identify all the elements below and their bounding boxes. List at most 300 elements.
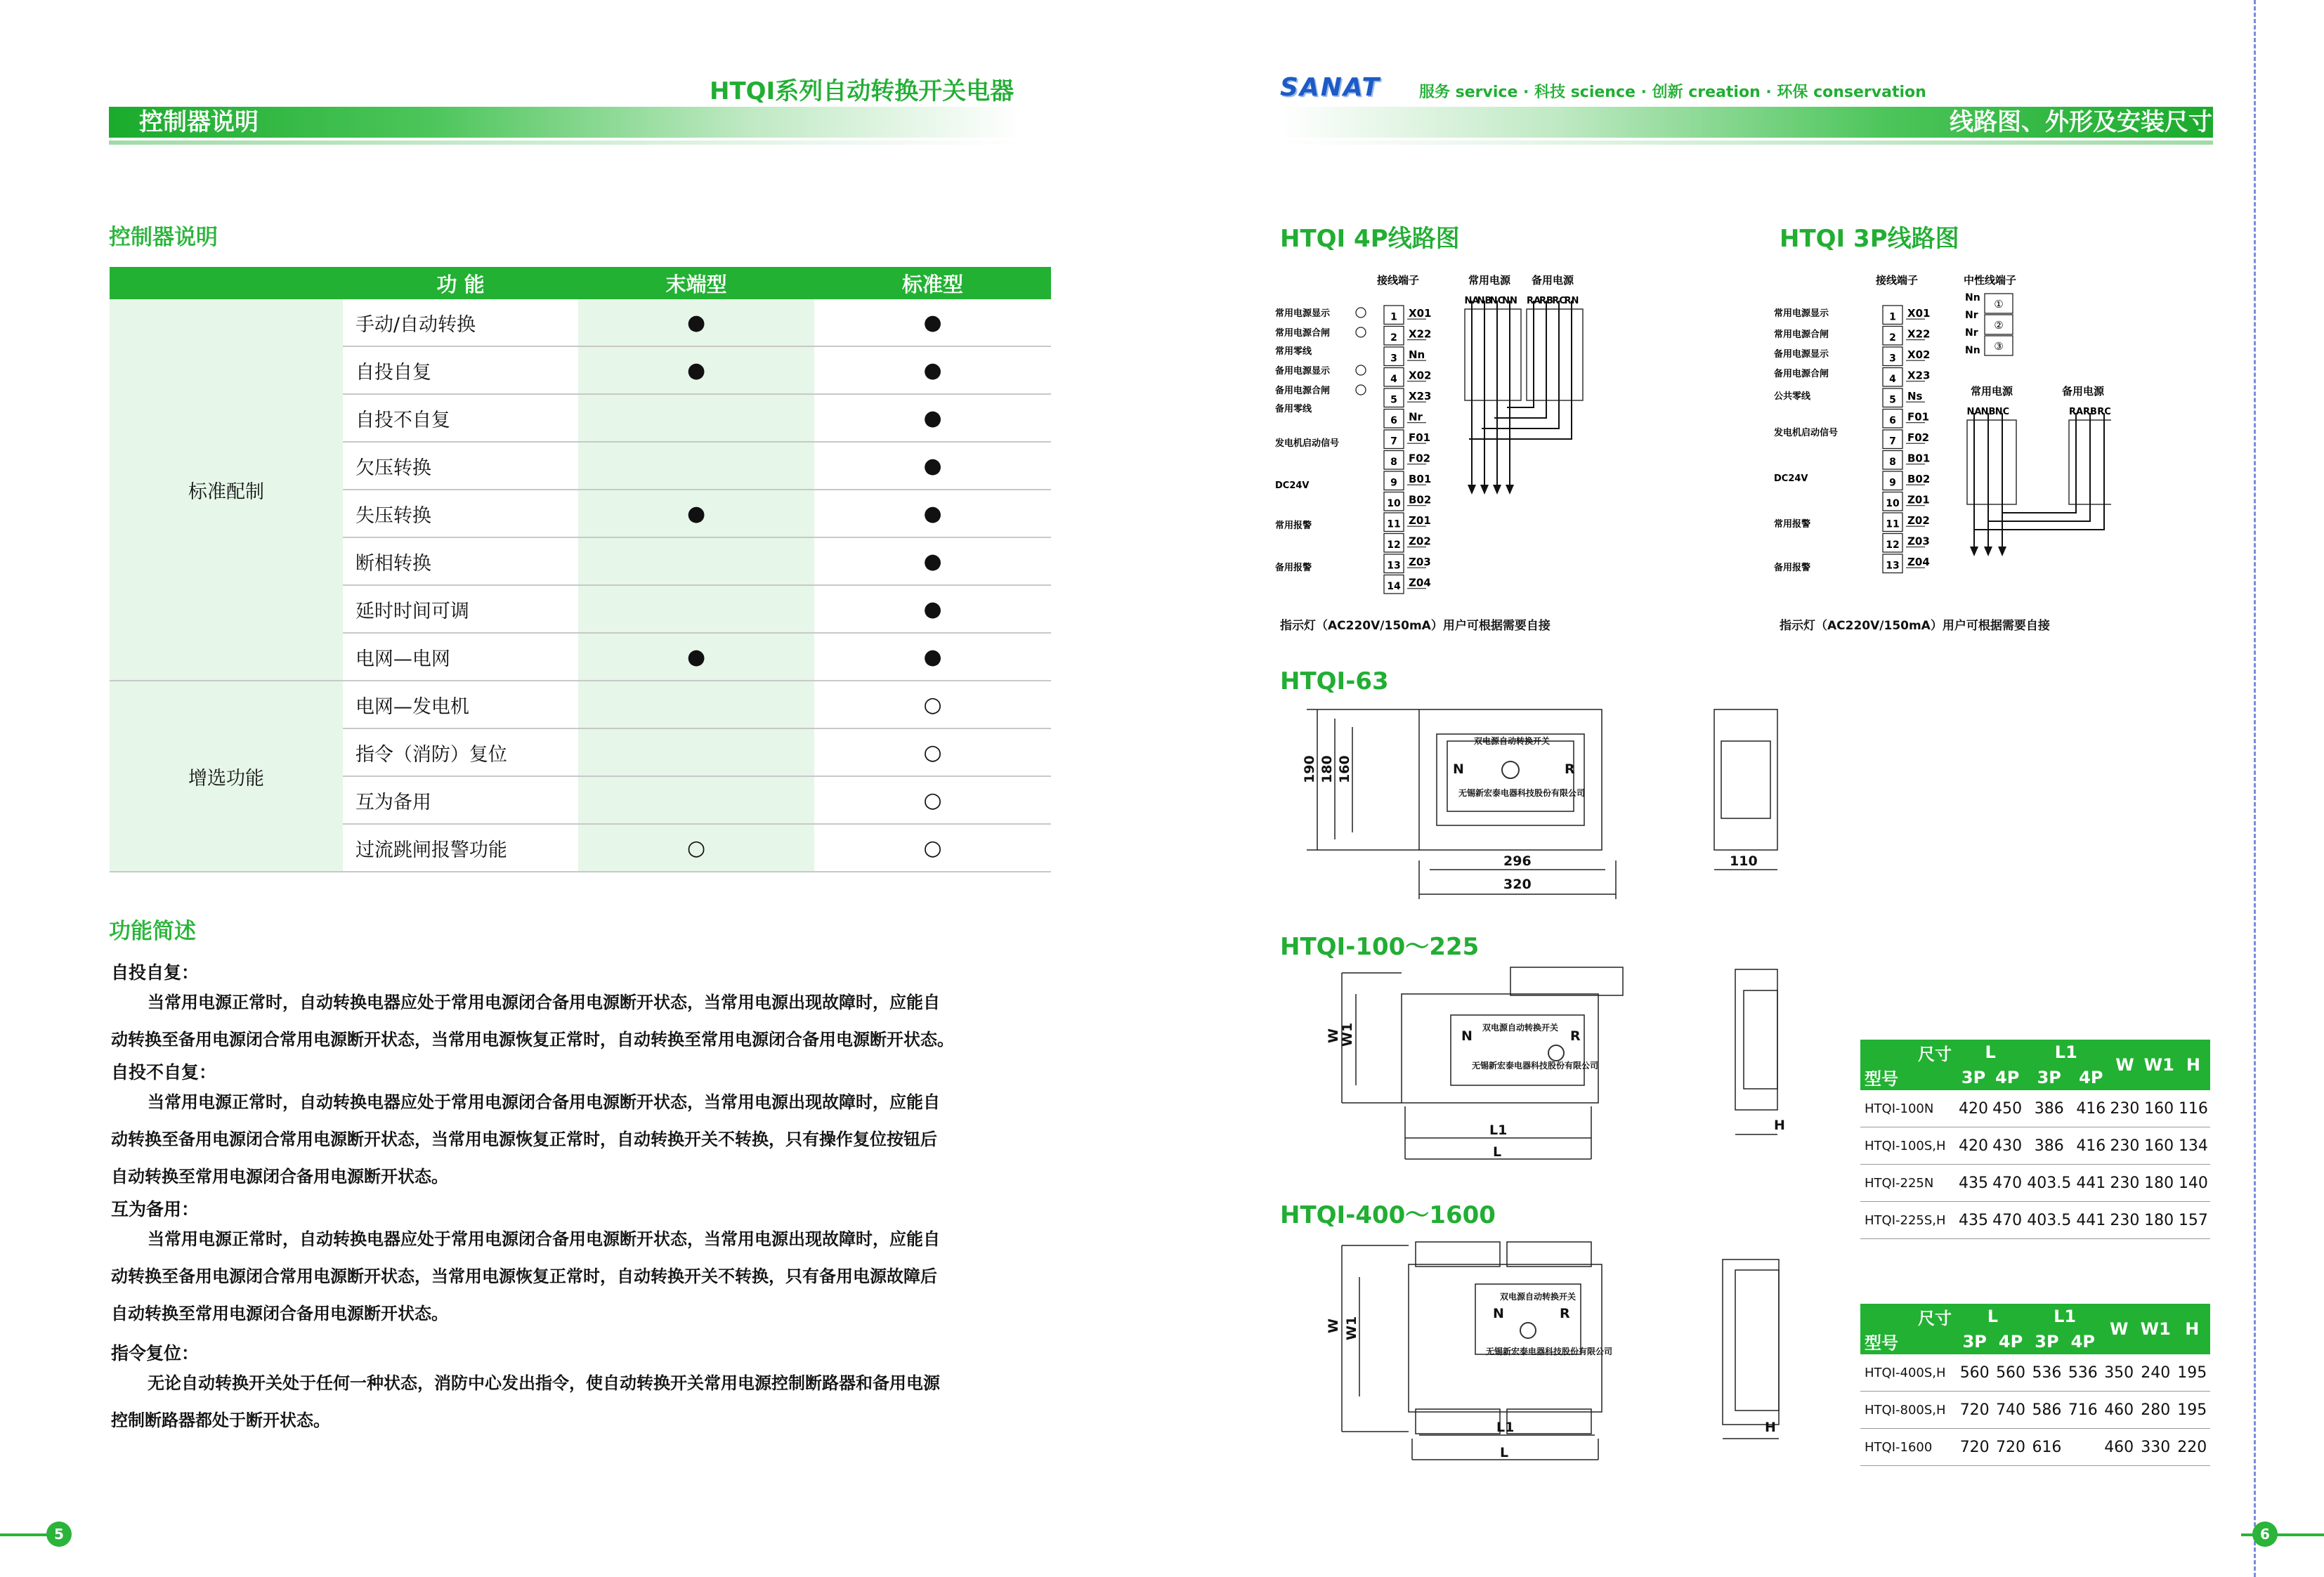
- htq400-outline: [1321, 1228, 1827, 1474]
- terminal-code: Z03: [1907, 535, 1930, 548]
- value-cell: 230: [2108, 1202, 2141, 1239]
- right-header-label: 线路图、外形及安装尺寸: [1950, 108, 2212, 136]
- end-type-mark: [578, 442, 814, 490]
- func-line: 动转换至备用电源闭合常用电源断开状态，当常用电源恢复正常时，自动转换开关不转换，只有备用电源故障后: [111, 1267, 937, 1286]
- l1-header: L1: [2029, 1304, 2101, 1329]
- end-type-mark: [578, 394, 814, 442]
- pole-label: RC: [2097, 407, 2111, 417]
- model-header: 型号: [1865, 1333, 1898, 1353]
- header-end-type: 末端型: [578, 267, 814, 299]
- w1-header: W1: [2137, 1304, 2174, 1354]
- value-cell: 441: [2074, 1202, 2108, 1239]
- device-company: 无锡新宏泰电器科技股份有限公司: [1458, 788, 1586, 798]
- func-line: 自动转换至常用电源闭合备用电源断开状态。: [111, 1304, 448, 1323]
- htq63-title: HTQⅠ-63: [1280, 667, 1389, 695]
- end-type-mark: ●: [578, 299, 814, 346]
- terminal-number: 12: [1387, 539, 1401, 551]
- value-cell: 157: [2176, 1202, 2210, 1239]
- function-name: 自投自复: [343, 346, 578, 394]
- value-cell: 195: [2174, 1392, 2210, 1429]
- device-label: 双电源自动转换开关: [1474, 736, 1551, 746]
- p4-header: 4P: [1990, 1065, 2024, 1090]
- side-label: 发电机启动信号: [1774, 428, 1839, 438]
- group-cell: [110, 299, 343, 681]
- dim-w1: W1: [1340, 1022, 1355, 1047]
- group-cell: [110, 681, 343, 872]
- dim-110: 110: [1730, 853, 1758, 869]
- end-type-mark: [578, 776, 814, 824]
- terminal-number: 7: [1889, 436, 1896, 447]
- func-head: 指令复位：: [111, 1343, 200, 1363]
- table-row: [1860, 1392, 2210, 1429]
- wiring-diagram-4p: [1275, 267, 1612, 597]
- value-cell: 330: [2137, 1429, 2174, 1466]
- terminal-number: 2: [1889, 332, 1896, 344]
- p4-header: 4P: [1992, 1329, 2028, 1354]
- group-label: 增选功能: [188, 767, 264, 790]
- neutral-mark: ①: [1994, 298, 2004, 310]
- standard-type-mark: ●: [814, 537, 1051, 585]
- device-label: 双电源自动转换开关: [1500, 1292, 1576, 1302]
- left-header-underline: [109, 140, 1022, 145]
- right-header-underline: [1279, 140, 2213, 145]
- indicator-lamp-icon: [1356, 385, 1366, 395]
- side-label: 发电机启动信号: [1275, 438, 1340, 449]
- w1-header: W1: [2141, 1040, 2176, 1090]
- terminal-number: 12: [1886, 539, 1900, 551]
- p4-header: 4P: [2074, 1065, 2108, 1090]
- value-cell: 616: [2029, 1429, 2065, 1466]
- neutral-code: Nn: [1965, 292, 1980, 303]
- p3-header: 3P: [2029, 1329, 2065, 1354]
- function-name: 互为备用: [343, 776, 578, 824]
- side-label: 常用报警: [1774, 519, 1811, 530]
- terminal-code: X23: [1409, 390, 1432, 403]
- terminal-number: 3: [1889, 353, 1896, 365]
- terminal-code: B01: [1409, 473, 1432, 486]
- end-type-mark: ●: [578, 490, 814, 537]
- brand-slogan: 服务 service · 科技 science · 创新 creation · 环保 conservation: [1419, 84, 1926, 101]
- l1-header: L1: [2024, 1040, 2108, 1065]
- group-label: 标准配制: [188, 480, 264, 503]
- dim-160: 160: [1337, 755, 1352, 783]
- indicator-lamp-icon: [1356, 327, 1366, 337]
- terminal-number: 9: [1390, 477, 1397, 489]
- dim-l: L: [1500, 1445, 1509, 1460]
- normal-power-label: 常用电源: [1468, 274, 1511, 287]
- function-name: 指令（消防）复位: [343, 728, 578, 776]
- value-cell: 280: [2137, 1392, 2174, 1429]
- standard-type-mark: ○: [814, 824, 1051, 872]
- htq400-title: HTQⅠ-400～1600: [1280, 1201, 1496, 1229]
- pole-label: NN: [1502, 296, 1517, 306]
- terminal-number: 1: [1889, 311, 1896, 323]
- func-line: 无论自动转换开关处于任何一种状态，消防中心发出指令，使自动转换开关常用电源控制断路器和备用电源: [148, 1373, 940, 1393]
- terminal-number: 6: [1889, 415, 1896, 427]
- neutral-terminal: [1965, 292, 2013, 356]
- pole-label: NC: [1995, 407, 2010, 417]
- dim-h: H: [1765, 1420, 1776, 1435]
- value-cell: 560: [1992, 1354, 2028, 1392]
- terminal-block: [1384, 306, 1431, 594]
- function-name: 欠压转换: [343, 442, 578, 490]
- dim-190: 190: [1302, 755, 1317, 783]
- value-cell: 160: [2141, 1127, 2176, 1165]
- side-label: 备用报警: [1275, 563, 1312, 573]
- function-name: 延时时间可调: [343, 585, 578, 633]
- value-cell: 560: [1957, 1354, 1992, 1392]
- backup-power-label: 备用电源: [1532, 274, 1574, 287]
- table-row: [110, 681, 1051, 728]
- value-cell: 536: [2029, 1354, 2065, 1392]
- side-label: 常用零线: [1275, 346, 1312, 357]
- p3-header: 3P: [1957, 1065, 1990, 1090]
- l-header: L: [1957, 1304, 2029, 1329]
- pole-label: NB: [1477, 296, 1492, 306]
- note-3p: 指示灯（AC220V/150mA）用户可根据需要自接: [1780, 619, 2050, 633]
- value-cell: 716: [2065, 1392, 2101, 1429]
- value-cell: 720: [1992, 1429, 2028, 1466]
- controller-section-title: 控制器说明: [109, 225, 218, 250]
- pole-label: RC: [1552, 296, 1566, 306]
- standard-type-mark: ●: [814, 394, 1051, 442]
- device-company: 无锡新宏泰电器科技股份有限公司: [1486, 1347, 1613, 1356]
- htq63-outline: [1293, 699, 1813, 910]
- terminal-number: 14: [1387, 581, 1401, 593]
- terminal-number: 2: [1390, 332, 1397, 344]
- value-cell: 470: [1990, 1165, 2024, 1202]
- pole-label: RB: [2083, 407, 2097, 417]
- value-cell: 460: [2101, 1429, 2137, 1466]
- w-header: W: [2101, 1304, 2137, 1354]
- pole-label: NA: [1464, 296, 1480, 306]
- pole-label: RA: [1526, 296, 1541, 306]
- value-cell: 220: [2174, 1429, 2210, 1466]
- terminal-number: 6: [1390, 415, 1397, 427]
- terminal-code: B02: [1409, 493, 1432, 506]
- value-cell: 420: [1957, 1090, 1990, 1127]
- end-type-mark: [578, 681, 814, 728]
- value-cell: 720: [1957, 1392, 1992, 1429]
- brand-logo: SANAT: [1280, 73, 1380, 102]
- terminal-code: Nr: [1409, 410, 1423, 424]
- size-model-header: [1860, 1304, 1957, 1354]
- mark-n: N: [1461, 1028, 1473, 1044]
- terminal-number: 9: [1889, 477, 1896, 489]
- terminal-code: Nn: [1409, 348, 1425, 362]
- model-cell: HTQⅠ-800S,H: [1860, 1392, 1957, 1429]
- terminal-label: 接线端子: [1377, 274, 1420, 287]
- header-empty: [110, 267, 343, 299]
- terminal-number: 1: [1390, 311, 1397, 323]
- model-cell: HTQⅠ-225S,H: [1860, 1202, 1957, 1239]
- p4-header: 4P: [2065, 1329, 2101, 1354]
- trim-line: [2254, 0, 2256, 1577]
- dim-w1: W1: [1344, 1316, 1359, 1340]
- function-summary-title: 功能简述: [109, 919, 196, 944]
- side-labels: [1275, 308, 1366, 573]
- neutral-code: Nr: [1965, 327, 1978, 339]
- dimension-table-100: [1860, 1040, 2210, 1239]
- table-row: [1860, 1429, 2210, 1466]
- terminal-code: Z04: [1907, 556, 1930, 569]
- dim-h: H: [1774, 1118, 1785, 1133]
- value-cell: 180: [2141, 1202, 2176, 1239]
- terminal-number: 4: [1390, 374, 1397, 386]
- htq100-outline: [1321, 959, 1827, 1173]
- pole-label: NB: [1980, 407, 1996, 417]
- table-row: [110, 299, 1051, 346]
- value-cell: 586: [2029, 1392, 2065, 1429]
- model-cell: HTQⅠ-225N: [1860, 1165, 1957, 1202]
- value-cell: 230: [2108, 1127, 2141, 1165]
- indicator-lamp-icon: [1356, 365, 1366, 375]
- terminal-block: [1883, 306, 1930, 573]
- terminal-number: 5: [1390, 394, 1397, 406]
- table-row: [1860, 1090, 2210, 1127]
- p3-header: 3P: [2024, 1065, 2074, 1090]
- diagram-3p-title: HTQⅠ 3P线路图: [1780, 225, 1959, 253]
- h-header: H: [2174, 1304, 2210, 1354]
- right-page-number: 6: [2252, 1522, 2278, 1547]
- side-label: 常用报警: [1275, 521, 1312, 531]
- dim-l: L: [1493, 1144, 1502, 1160]
- mark-r: R: [1560, 1306, 1570, 1321]
- l-header: L: [1957, 1040, 2024, 1065]
- value-cell: 435: [1957, 1165, 1990, 1202]
- function-name: 自投不自复: [343, 394, 578, 442]
- side-label: DC24V: [1275, 480, 1310, 491]
- terminal-code: B01: [1907, 452, 1931, 465]
- terminal-number: 7: [1390, 436, 1397, 447]
- value-cell: 460: [2101, 1392, 2137, 1429]
- left-header-label: 控制器说明: [139, 108, 259, 136]
- end-type-mark: [578, 728, 814, 776]
- function-summary: [111, 955, 1066, 1439]
- value-cell: 441: [2074, 1165, 2108, 1202]
- value-cell: 435: [1957, 1202, 1990, 1239]
- terminal-number: 8: [1889, 457, 1896, 469]
- model-header: 型号: [1865, 1069, 1898, 1089]
- side-label: DC24V: [1774, 473, 1808, 484]
- table-row: [1860, 1127, 2210, 1165]
- header-standard-type: 标准型: [814, 267, 1051, 299]
- end-type-mark: ○: [578, 824, 814, 872]
- dim-w: W: [1326, 1318, 1341, 1333]
- value-cell: 160: [2141, 1090, 2176, 1127]
- value-cell: 195: [2174, 1354, 2210, 1392]
- function-name: 电网—电网: [343, 633, 578, 681]
- side-label: 备用电源显示: [1774, 349, 1829, 360]
- device-company: 无锡新宏泰电器科技股份有限公司: [1472, 1061, 1599, 1071]
- value-cell: 403.5: [2024, 1202, 2074, 1239]
- end-type-mark: [578, 537, 814, 585]
- terminal-code: X02: [1907, 348, 1931, 362]
- terminal-number: 13: [1886, 560, 1900, 572]
- neutral-code: Nn: [1965, 345, 1980, 356]
- end-type-mark: ●: [578, 346, 814, 394]
- terminal-code: X01: [1907, 307, 1931, 320]
- func-line: 自动转换至常用电源闭合备用电源断开状态。: [111, 1167, 448, 1186]
- value-cell: 720: [1957, 1429, 1992, 1466]
- w-header: W: [2108, 1040, 2141, 1090]
- value-cell: 116: [2176, 1090, 2210, 1127]
- size-header: 尺寸: [1918, 1045, 1952, 1064]
- mark-n: N: [1493, 1306, 1504, 1321]
- terminal-code: X01: [1409, 307, 1432, 320]
- pole-label: RB: [1539, 296, 1553, 306]
- value-cell: 230: [2108, 1090, 2141, 1127]
- indicator-lamp-icon: [1356, 308, 1366, 318]
- standard-type-mark: ●: [814, 299, 1051, 346]
- function-name: 失压转换: [343, 490, 578, 537]
- neutral-mark: ②: [1994, 319, 2004, 332]
- terminal-code: F02: [1907, 431, 1930, 445]
- terminal-number: 11: [1886, 518, 1900, 530]
- standard-type-mark: ●: [814, 346, 1051, 394]
- func-head: 自投自复：: [111, 962, 200, 983]
- terminal-number: 13: [1387, 560, 1401, 572]
- neutral-terminal-label: 中性线端子: [1964, 274, 2017, 287]
- model-cell: HTQⅠ-100S,H: [1860, 1127, 1957, 1165]
- header-function: 功 能: [343, 267, 578, 299]
- dim-296: 296: [1503, 853, 1532, 869]
- value-cell: 740: [1992, 1392, 2028, 1429]
- pole-label: RA: [2068, 407, 2084, 417]
- terminal-code: Z01: [1907, 493, 1930, 506]
- p3-header: 3P: [1957, 1329, 1992, 1354]
- value-cell: 420: [1957, 1127, 1990, 1165]
- terminal-number: 5: [1889, 394, 1896, 406]
- dim-l1: L1: [1489, 1123, 1508, 1138]
- standard-type-mark: ●: [814, 585, 1051, 633]
- terminal-code: Z02: [1907, 514, 1930, 528]
- terminal-code: F01: [1907, 410, 1930, 424]
- device-label: 双电源自动转换开关: [1482, 1023, 1559, 1033]
- terminal-code: X02: [1409, 369, 1432, 382]
- series-title: HTQI系列自动转换开关电器: [710, 77, 1014, 105]
- terminal-number: 8: [1390, 457, 1397, 469]
- mark-r: R: [1565, 761, 1575, 777]
- standard-type-mark: ○: [814, 681, 1051, 728]
- table-row: [1860, 1165, 2210, 1202]
- normal-power-label: 常用电源: [1971, 385, 2013, 398]
- value-cell: 386: [2024, 1090, 2074, 1127]
- func-head: 自投不自复：: [111, 1062, 217, 1082]
- standard-type-mark: ●: [814, 633, 1051, 681]
- side-label: 常用电源显示: [1275, 308, 1331, 319]
- dimension-table-400: [1860, 1304, 2210, 1466]
- model-cell: HTQⅠ-100N: [1860, 1090, 1957, 1127]
- standard-type-mark: ○: [814, 776, 1051, 824]
- note-4p: 指示灯（AC220V/150mA）用户可根据需要自接: [1280, 619, 1551, 633]
- size-header: 尺寸: [1918, 1309, 1952, 1328]
- value-cell: 403.5: [2024, 1165, 2074, 1202]
- value-cell: 536: [2065, 1354, 2101, 1392]
- func-line: 控制断路器都处于断开状态。: [111, 1411, 330, 1430]
- htq100-title: HTQⅠ-100～225: [1280, 933, 1480, 961]
- terminal-number: 3: [1390, 353, 1397, 365]
- model-cell: HTQⅠ-1600: [1860, 1429, 1957, 1466]
- func-line: 动转换至备用电源闭合常用电源断开状态，当常用电源恢复正常时，自动转换至常用电源闭合备用电源断开状态。: [111, 1030, 954, 1049]
- function-name: 过流跳闸报警功能: [343, 824, 578, 872]
- standard-type-mark: ●: [814, 490, 1051, 537]
- value-cell: 140: [2176, 1165, 2210, 1202]
- function-name: 电网—发电机: [343, 681, 578, 728]
- terminal-code: X22: [1409, 327, 1432, 341]
- controller-table: [110, 267, 1051, 872]
- dim-180: 180: [1319, 755, 1335, 783]
- pole-label: RN: [1564, 296, 1579, 306]
- mark-n: N: [1453, 761, 1464, 777]
- side-labels: [1774, 308, 1838, 573]
- pole-label: NC: [1489, 296, 1505, 306]
- value-cell: 240: [2137, 1354, 2174, 1392]
- terminal-code: Z01: [1409, 514, 1431, 528]
- value-cell: 416: [2074, 1090, 2108, 1127]
- table-row: [1860, 1202, 2210, 1239]
- terminal-code: Ns: [1907, 390, 1923, 403]
- func-line: 当常用电源正常时，自动转换电器应处于常用电源闭合备用电源断开状态，当常用电源出现故障时，应能自: [148, 993, 940, 1012]
- value-cell: 450: [1990, 1090, 2024, 1127]
- func-line: 动转换至备用电源闭合常用电源断开状态，当常用电源恢复正常时，自动转换开关不转换，只有操作复位按钮后: [111, 1130, 937, 1149]
- side-label: 常用电源合闸: [1774, 329, 1829, 340]
- dim-320: 320: [1503, 877, 1532, 892]
- dim-w: W: [1326, 1028, 1341, 1043]
- terminal-code: F01: [1409, 431, 1431, 445]
- side-label: 备用电源合闸: [1275, 386, 1331, 396]
- side-label: 公共零线: [1774, 391, 1811, 402]
- standard-type-mark: ○: [814, 728, 1051, 776]
- side-label: 备用报警: [1774, 563, 1811, 573]
- wiring-diagram-3p: [1774, 267, 2111, 597]
- neutral-mark: ③: [1994, 340, 2004, 353]
- value-cell: 134: [2176, 1127, 2210, 1165]
- side-label: 备用零线: [1275, 404, 1312, 414]
- terminal-number: 11: [1387, 518, 1401, 530]
- side-label: 备用电源显示: [1275, 366, 1331, 377]
- diagram-4p-title: HTQⅠ 4P线路图: [1280, 225, 1460, 253]
- pole-labels: [1465, 296, 1579, 306]
- pole-label: NA: [1966, 407, 1982, 417]
- backup-power-label: 备用电源: [2062, 385, 2105, 398]
- end-type-mark: ●: [578, 633, 814, 681]
- value-cell: 430: [1990, 1127, 2024, 1165]
- side-label: 常用电源显示: [1774, 308, 1829, 319]
- terminal-code: Z02: [1409, 535, 1431, 548]
- mark-r: R: [1570, 1028, 1581, 1044]
- value-cell: 470: [1990, 1202, 2024, 1239]
- terminal-number: 10: [1387, 498, 1401, 510]
- end-type-mark: [578, 585, 814, 633]
- left-page-number: 5: [46, 1522, 72, 1547]
- size-model-header: [1860, 1040, 1957, 1090]
- terminal-label: 接线端子: [1876, 274, 1919, 287]
- function-name: 手动/自动转换: [343, 299, 578, 346]
- value-cell: 350: [2101, 1354, 2137, 1392]
- function-name: 断相转换: [343, 537, 578, 585]
- terminal-code: Z03: [1409, 556, 1431, 569]
- func-line: 当常用电源正常时，自动转换电器应处于常用电源闭合备用电源断开状态，当常用电源出现故障时，应能自: [148, 1092, 940, 1112]
- value-cell: 230: [2108, 1165, 2141, 1202]
- terminal-code: B02: [1907, 473, 1931, 486]
- terminal-code: X23: [1907, 369, 1931, 382]
- func-head: 互为备用：: [111, 1199, 200, 1219]
- neutral-code: Nr: [1965, 310, 1978, 321]
- side-label: 常用电源合闸: [1275, 328, 1331, 339]
- terminal-code: Z04: [1409, 576, 1431, 589]
- h-header: H: [2176, 1040, 2210, 1090]
